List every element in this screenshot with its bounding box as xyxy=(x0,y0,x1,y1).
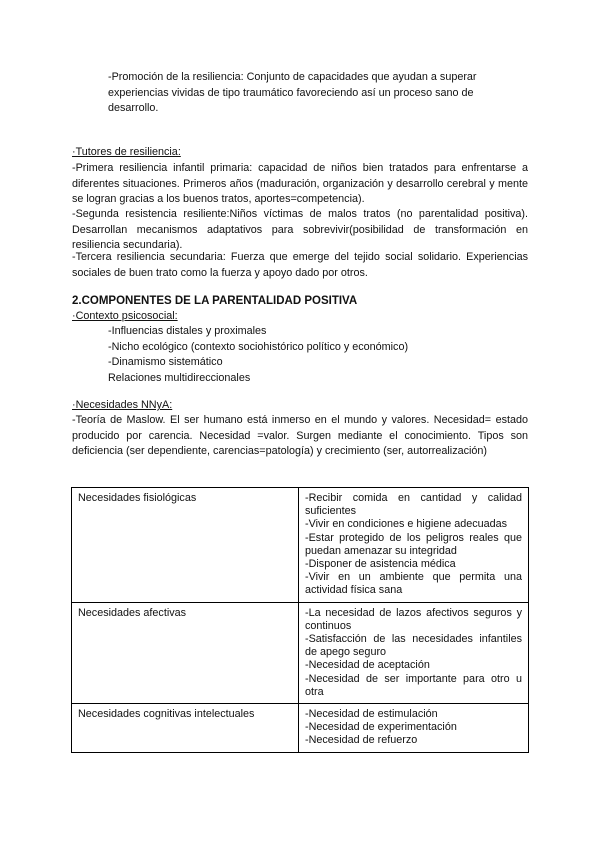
tutores-paragraph-segunda: -Segunda resistencia resiliente:Niños víctimas de malos tratos (no parentalidad positiva). Desarrollan mecanismos adaptativos para sobrevivir(posibilidad de transformación en resiliencia secundaria). xyxy=(72,208,528,251)
tutores-paragraph-tercera: -Tercera resiliencia secundaria: Fuerza que emerge del tejido social solidario. Experiencias sociales de buen trato como la fuerza y apoyo dado por otros. xyxy=(72,251,528,279)
list-item: -Vivir en condiciones e higiene adecuadas xyxy=(305,518,508,531)
list-item: -Necesidad de aceptación xyxy=(305,659,430,672)
table-row xyxy=(72,488,529,603)
table-cell-label: Necesidades cognitivas intelectuales xyxy=(72,704,299,753)
table-row xyxy=(72,704,529,753)
list-item: -La necesidad de lazos afectivos seguros y continuos xyxy=(305,606,522,632)
tutores-title: ·Tutores de resiliencia: xyxy=(72,146,181,158)
list-item: -Necesidad de refuerzo xyxy=(305,734,418,747)
list-item: -Necesidad de estimulación xyxy=(305,708,438,721)
list-item: -Disponer de asistencia médica xyxy=(305,558,456,571)
promocion-line: -Promoción de la resiliencia: Conjunto de capacidades que ayudan a superar xyxy=(108,71,477,83)
necesidades-title: ·Necesidades NNyA: xyxy=(72,399,173,411)
table-cell-label: Necesidades afectivas xyxy=(72,602,299,703)
list-item: -Necesidad de ser importante para otro u otra xyxy=(305,672,522,698)
contexto-list xyxy=(108,324,528,386)
list-item: -Nicho ecológico (contexto sociohistórico político y económico) xyxy=(108,340,409,353)
list-item: -Satisfacción de las necesidades infantiles de apego seguro xyxy=(305,633,522,659)
list-item: -Estar protegido de los peligros reales que puedan amenazar su integridad xyxy=(305,531,522,557)
list-item: Relaciones multidireccionales xyxy=(108,371,251,384)
promocion-resiliencia-paragraph xyxy=(108,70,528,117)
table-cell-label: Necesidades fisiológicas xyxy=(72,488,299,603)
promocion-line: desarrollo. xyxy=(108,102,159,114)
list-item: -Recibir comida en cantidad y calidad suficientes xyxy=(305,492,522,518)
table-cell-items xyxy=(299,704,529,753)
list-item: -Influencias distales y proximales xyxy=(108,325,267,337)
table-row xyxy=(72,602,529,703)
list-item: -Vivir en un ambiente que permita una actividad física sana xyxy=(305,571,522,597)
section-heading: 2.COMPONENTES DE LA PARENTALIDAD POSITIVA xyxy=(72,295,358,307)
table-cell-items xyxy=(299,602,529,703)
list-item: -Dinamismo sistemático xyxy=(108,356,223,368)
promocion-line: experiencias vividas de tipo traumático favoreciendo así un proceso sano de xyxy=(108,86,474,99)
table-cell-items xyxy=(299,488,529,603)
list-item: -Necesidad de experimentación xyxy=(305,721,457,734)
tutores-paragraph-primera: -Primera resiliencia infantil primaria: capacidad de niños bien tratados para enfrentarse a diferentes situaciones. Primeros años (maduración, organización y desarrollo cerebral y mente se logran gracias a los buenos tratos, aportes=competencia). xyxy=(72,162,528,205)
contexto-title: ·Contexto psicosocial: xyxy=(72,310,178,322)
necesidades-table xyxy=(71,487,529,753)
necesidades-paragraph: -Teoría de Maslow. El ser humano está inmerso en el mundo y valores. Necesidad= estado producido por carencia. Necesidad =valor. Surgen mediante el conocimiento. Tipos son deficiencia (ser dependiente, carencias=patología) y crecimiento (ser, autorrealización) xyxy=(72,414,528,457)
